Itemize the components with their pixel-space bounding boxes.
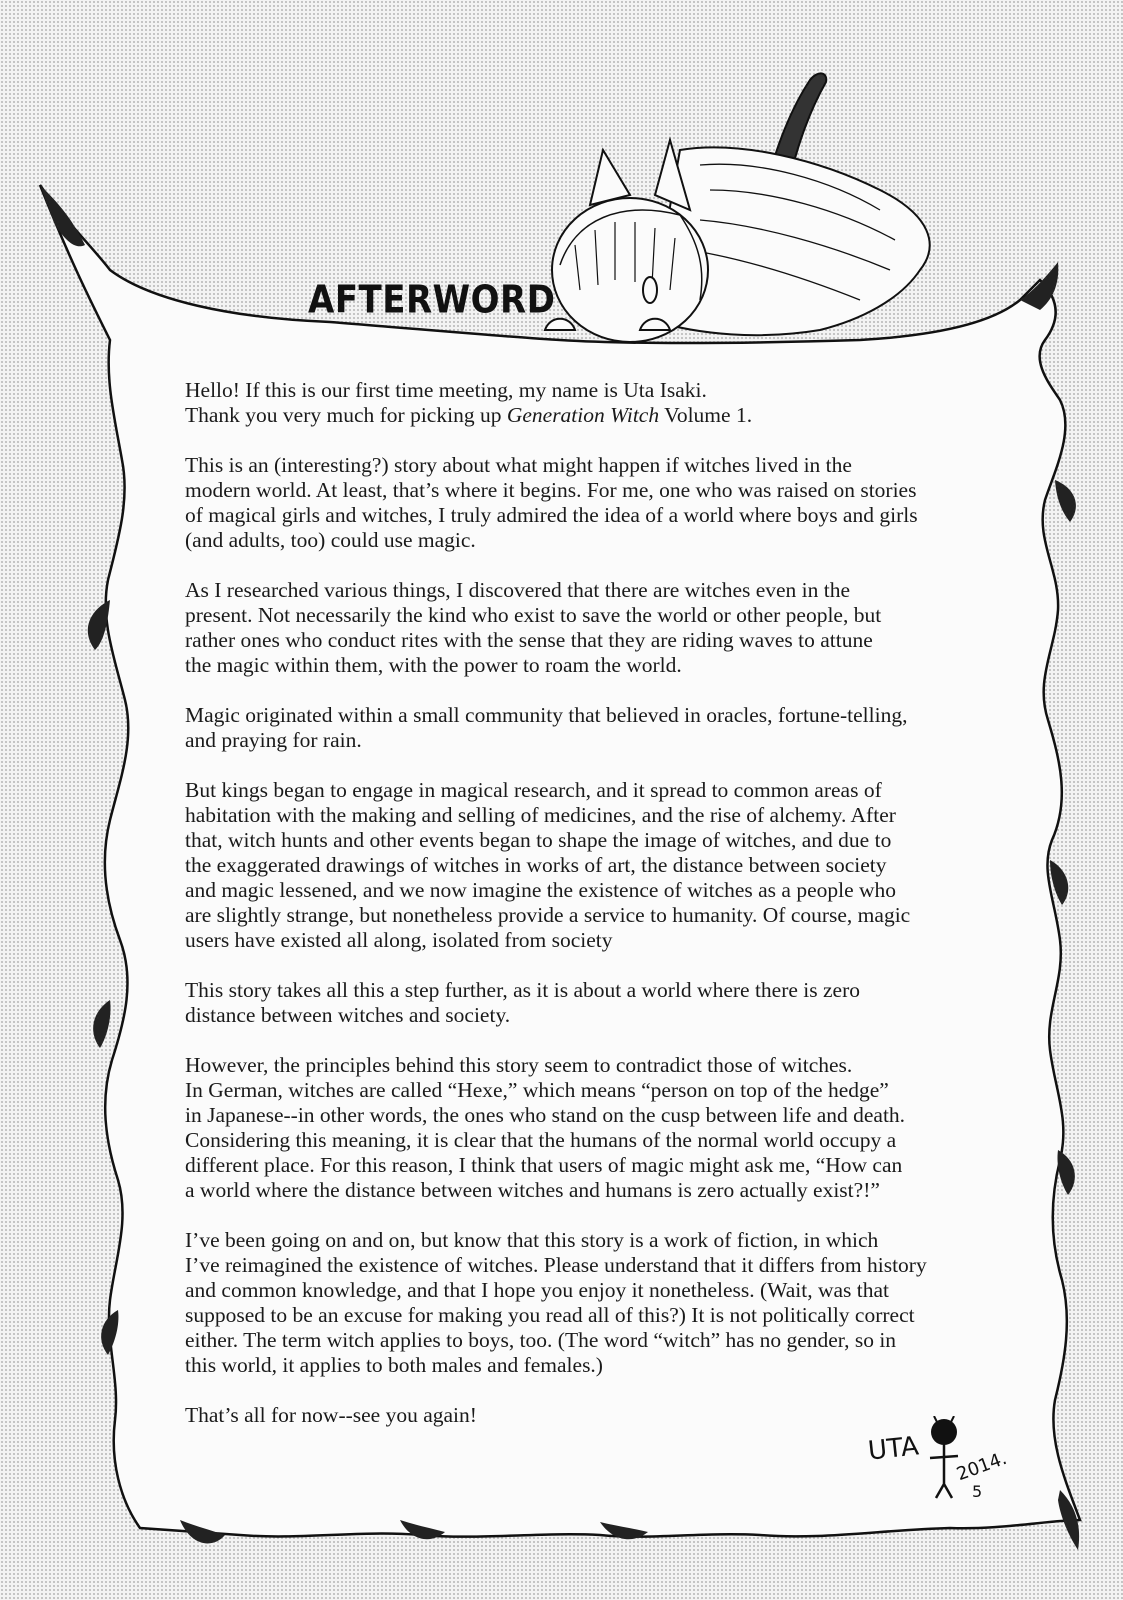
curl-right-1 <box>1055 480 1076 522</box>
signature-year: 2014. <box>953 1447 1010 1486</box>
text-line: are slightly strange, but nonetheless provide a service to humanity. Of course, magic <box>185 903 911 927</box>
text-line: in Japanese--in other words, the ones who stand on the cusp between life and death. <box>185 1103 906 1127</box>
text-line: This is an (interesting?) story about what might happen if witches lived in the <box>185 453 852 477</box>
text-line: Considering this meaning, it is clear that the humans of the normal world occupy a <box>185 1128 897 1152</box>
paragraph-4 <box>185 703 985 753</box>
signature-figure-icon <box>926 1416 966 1506</box>
paragraph-9 <box>185 1403 985 1428</box>
text-line: present. Not necessarily the kind who exist to save the world or other people, but <box>185 603 882 627</box>
text-line: This story takes all this a step further, as it is about a world where there is zero <box>185 978 861 1002</box>
paragraph-5 <box>185 778 985 953</box>
text-line: and common knowledge, and that I hope you enjoy it nonetheless. (Wait, was that <box>185 1278 890 1302</box>
paragraph-2 <box>185 453 985 553</box>
text-line: In German, witches are called “Hexe,” which means “person on top of the hedge” <box>185 1078 889 1102</box>
text-line: modern world. At least, that’s where it begins. For me, one who was raised on stories <box>185 478 917 502</box>
text-line: the magic within them, with the power to roam the world. <box>185 653 682 677</box>
text-line: Hello! If this is our first time meeting, my name is Uta Isaki. <box>185 378 707 402</box>
text-line: that, witch hunts and other events began to shape the image of witches, and due to <box>185 828 892 852</box>
text-line: supposed to be an excuse for making you read all of this?) It is not politically correct <box>185 1303 915 1327</box>
text-line: I’ve been going on and on, but know that this story is a work of fiction, in which <box>185 1228 879 1252</box>
text-line: a world where the distance between witches and humans is zero actually exist?!” <box>185 1178 880 1202</box>
paragraph-3 <box>185 578 985 678</box>
text-line: rather ones who conduct rites with the sense that they are riding waves to attune <box>185 628 873 652</box>
text-line: different place. For this reason, I think that users of magic might ask me, “How can <box>185 1153 903 1177</box>
text-line: and magic lessened, and we now imagine the existence of witches as a people who <box>185 878 897 902</box>
text-line: I’ve reimagined the existence of witches. Please understand that it differs from history <box>185 1253 927 1277</box>
text-line: However, the principles behind this story seem to contradict those of witches. <box>185 1053 853 1077</box>
text-line: (and adults, too) could use magic. <box>185 528 476 552</box>
text-line: Magic originated within a small community that believed in oracles, fortune-telling, <box>185 703 908 727</box>
page-title: AFTERWORD <box>308 278 556 323</box>
text-line: But kings began to engage in magical research, and it spread to common areas of <box>185 778 882 802</box>
signature-month: 5 <box>972 1482 983 1501</box>
text-line: and praying for rain. <box>185 728 362 752</box>
signature-name: UTA <box>866 1431 921 1467</box>
text-line: this world, it applies to both males and females.) <box>185 1353 603 1377</box>
author-signature <box>866 1416 1010 1506</box>
paragraph-7 <box>185 1053 985 1203</box>
paragraph-6 <box>185 978 985 1028</box>
text-line: habitation with the making and selling of medicines, and the rise of alchemy. After <box>185 803 896 827</box>
curl-left-2 <box>93 1000 110 1048</box>
curl-right-3 <box>1057 1150 1074 1195</box>
text-line: That’s all for now--see you again! <box>185 1403 477 1427</box>
cat-girl-illustration <box>545 73 930 342</box>
text-line: distance between witches and society. <box>185 1003 511 1027</box>
text-line: the exaggerated drawings of witches in works of art, the distance between society <box>185 853 887 877</box>
text-line: either. The term witch applies to boys, too. (The word “witch” has no gender, so in <box>185 1328 897 1352</box>
text-line: of magical girls and witches, I truly admired the idea of a world where boys and girls <box>185 503 918 527</box>
book-title: Generation Witch <box>506 403 660 427</box>
text-line: Thank you very much for picking up Generation Witch Volume 1. <box>185 403 753 427</box>
afterword-body <box>185 378 985 1453</box>
text-line: users have existed all along, isolated from society <box>185 928 613 952</box>
paragraph-1 <box>185 378 985 428</box>
text-line: As I researched various things, I discovered that there are witches even in the <box>185 578 851 602</box>
paragraph-8 <box>185 1228 985 1378</box>
